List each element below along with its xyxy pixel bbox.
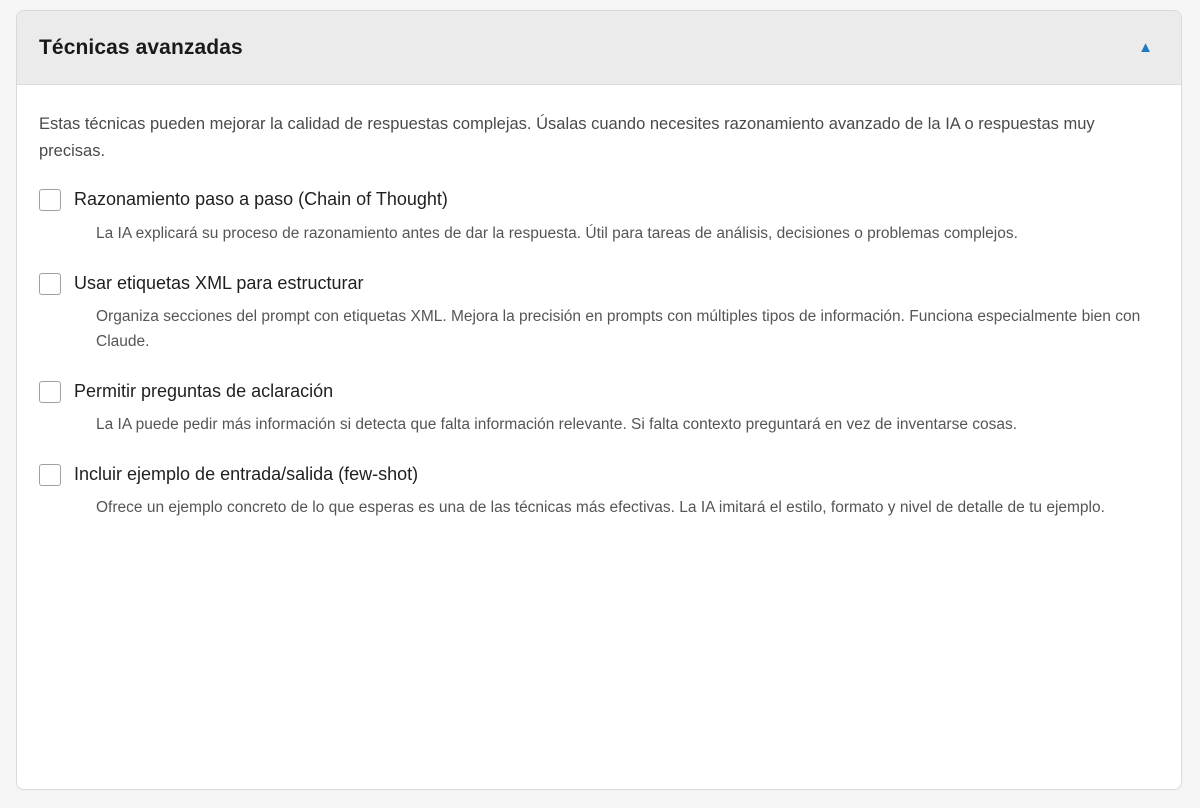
checkbox-chain-of-thought[interactable] — [39, 189, 61, 211]
panel-intro-text: Estas técnicas pueden mejorar la calidad de respuestas complejas. Úsalas cuando necesites razonamiento avanzado de la IA o respuestas muy precisas. — [39, 115, 1095, 161]
option-header — [39, 462, 1159, 486]
checkbox-xml-tags[interactable] — [39, 273, 61, 295]
option-description: Ofrece un ejemplo concreto de lo que esperas es una de las técnicas más efectivas. La IA imitará el estilo, formato y nivel de detalle de tu ejemplo. — [96, 499, 1105, 517]
triangle-up-icon[interactable]: ▲ — [1138, 39, 1153, 56]
option-description: La IA puede pedir más información si detecta que falta información relevante. Si falta contexto preguntará en vez de inventarse cosas. — [96, 416, 1018, 433]
panel-body — [17, 85, 1181, 521]
checkbox-clarifying-questions[interactable] — [39, 381, 61, 403]
checkbox-few-shot-example[interactable] — [39, 464, 61, 486]
option-label[interactable]: Razonamiento paso a paso (Chain of Thought) — [74, 189, 448, 210]
option-header — [39, 271, 1159, 295]
panel-title: Técnicas avanzadas — [39, 35, 243, 59]
option-label[interactable]: Permitir preguntas de aclaración — [74, 380, 334, 401]
option-description: Organiza secciones del prompt con etiquetas XML. Mejora la precisión en prompts con múltiples tipos de información. Funciona especialmente bien con Claude. — [96, 308, 1141, 350]
panel-header[interactable] — [17, 11, 1181, 85]
option-label[interactable]: Usar etiquetas XML para estructurar — [74, 272, 364, 293]
option-header — [39, 187, 1159, 211]
option-row — [39, 271, 1159, 355]
option-description: La IA explicará su proceso de razonamiento antes de dar la respuesta. Útil para tareas de análisis, decisiones o problemas complejos. — [96, 224, 1018, 242]
option-row — [39, 187, 1159, 246]
advanced-techniques-panel — [16, 10, 1182, 790]
option-row — [39, 462, 1159, 521]
option-row — [39, 379, 1159, 438]
option-header — [39, 379, 1159, 403]
option-label[interactable]: Incluir ejemplo de entrada/salida (few-shot) — [74, 463, 419, 484]
